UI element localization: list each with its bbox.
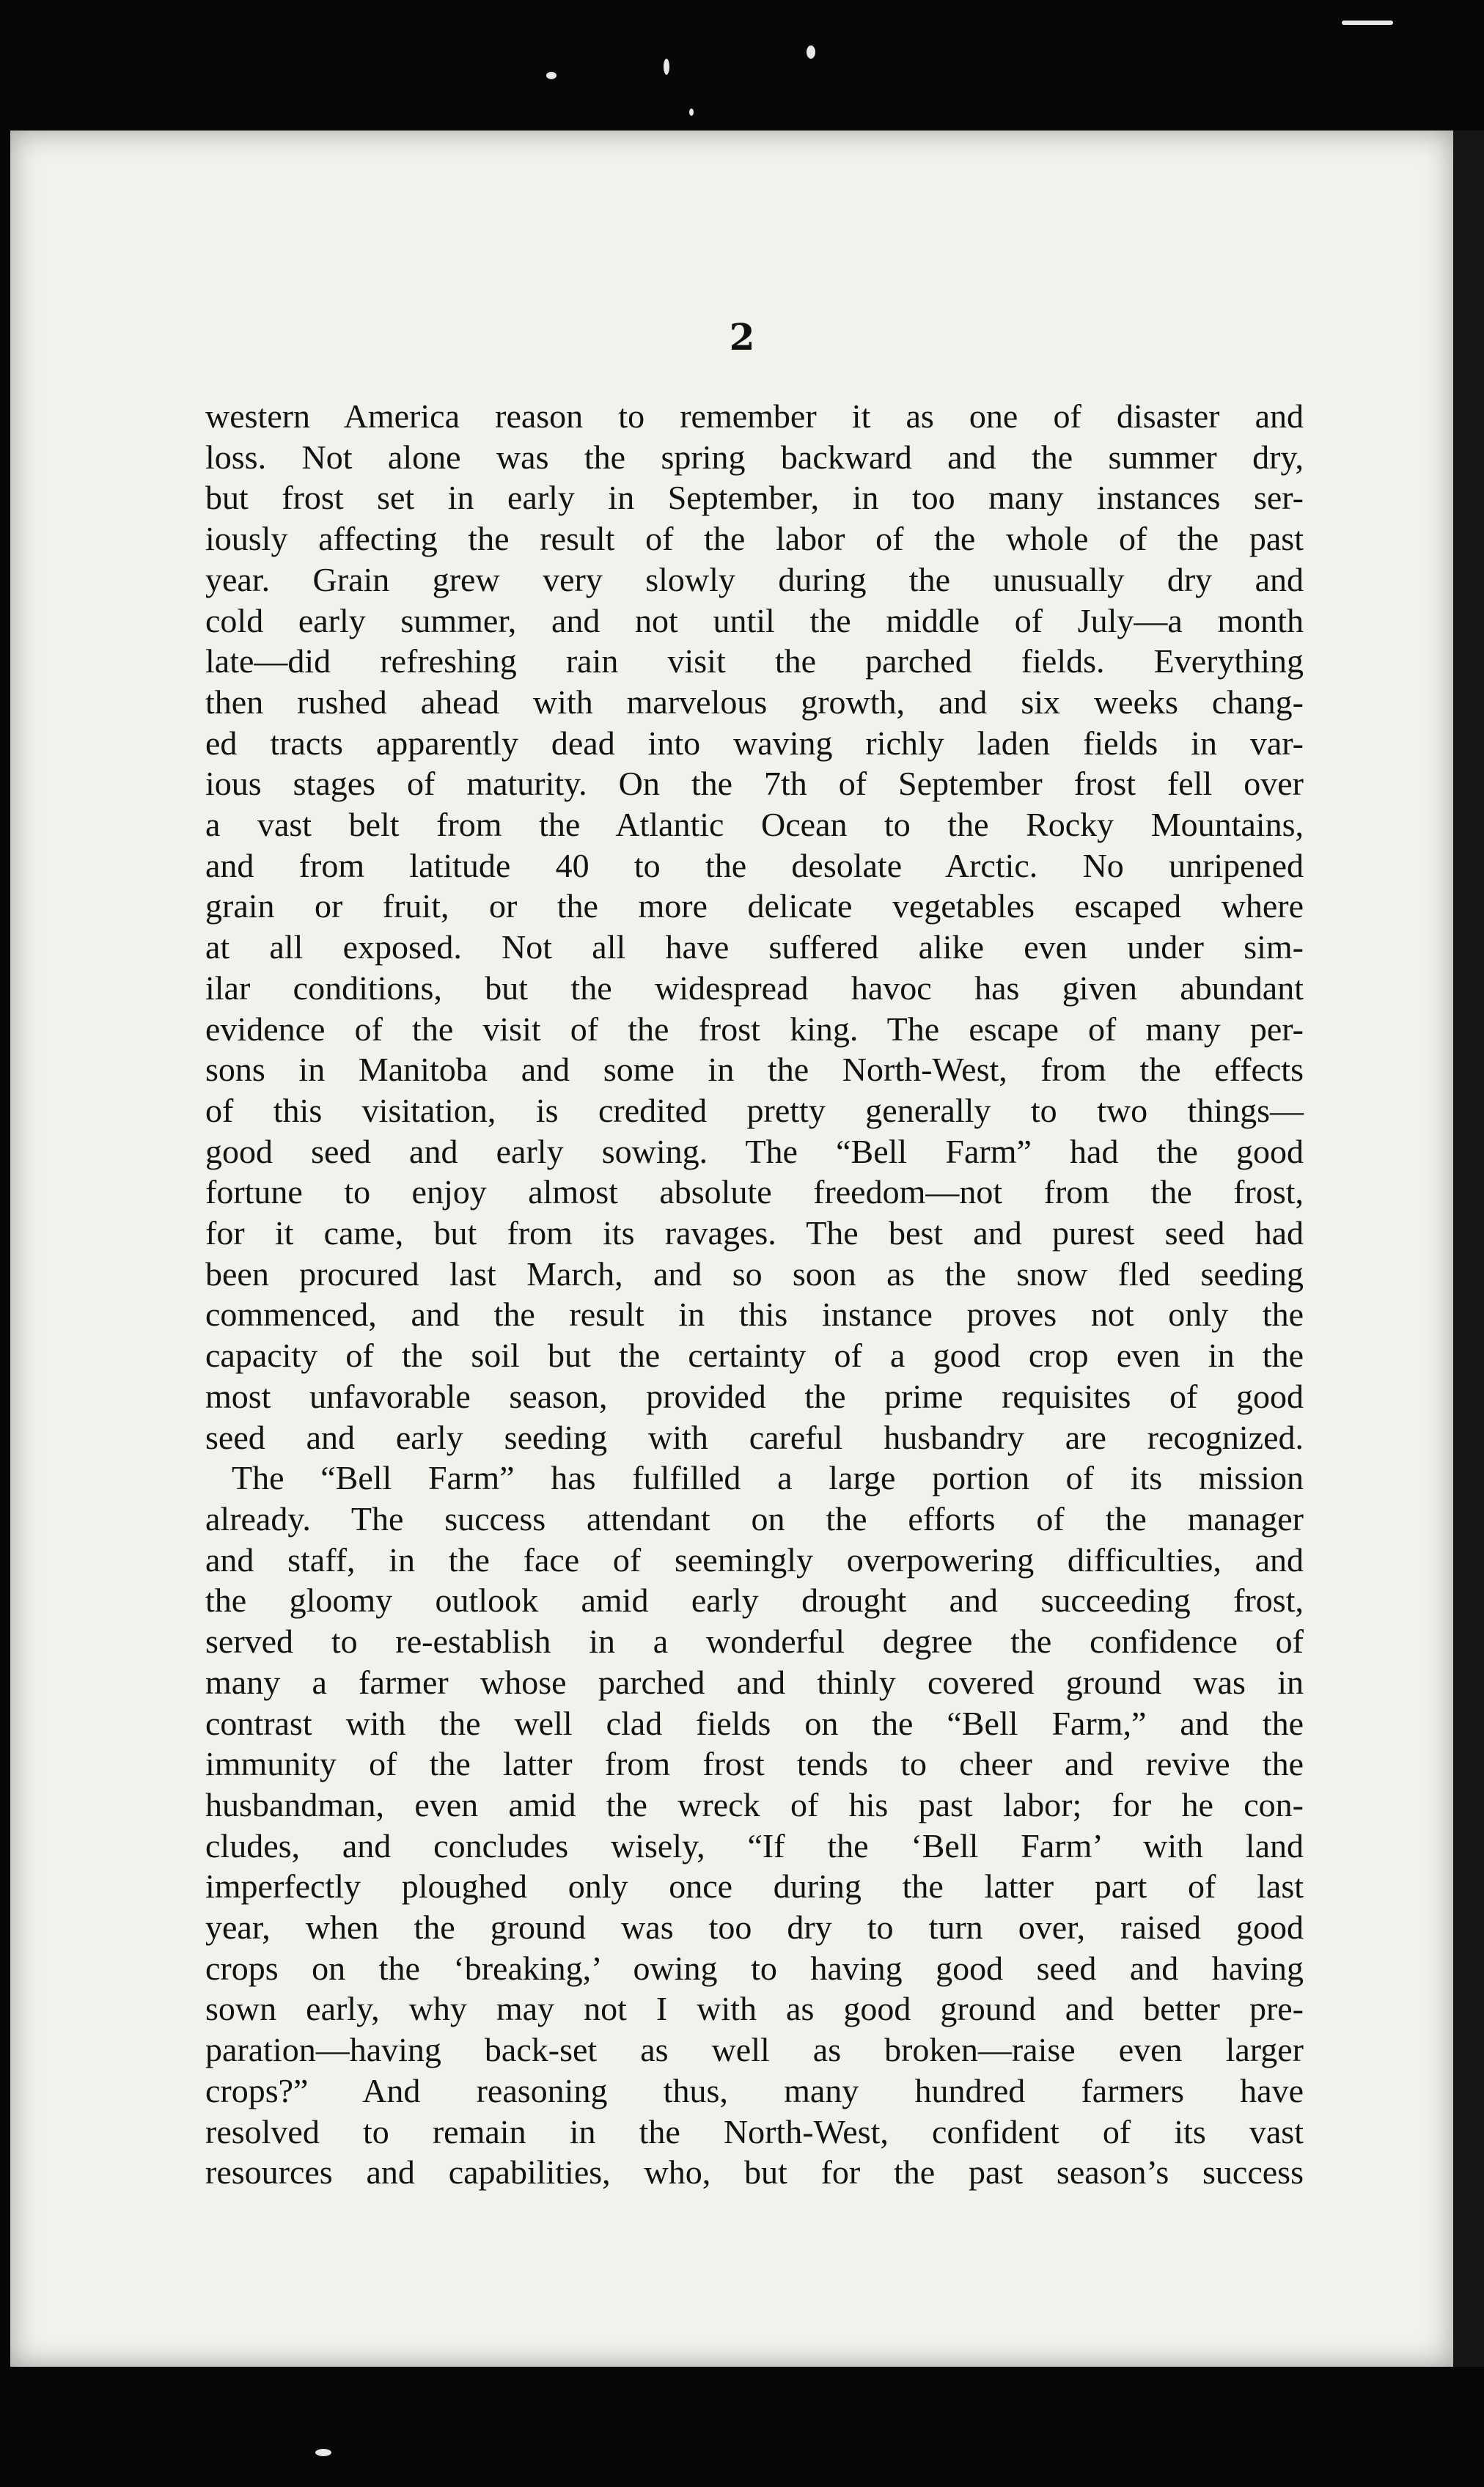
text-line: served to re-establish in a wonderful degree the confidence of <box>205 1623 1304 1661</box>
text-line: ious stages of maturity. On the 7th of September frost fell over <box>205 765 1304 803</box>
text-line: for it came, but from its ravages. The best and purest seed had <box>205 1214 1304 1252</box>
text-line: cold early summer, and not until the middle of July—a month <box>205 601 1304 639</box>
text-line: iously affecting the result of the labor of the whole of the past <box>205 520 1304 558</box>
text-line: but frost set in early in September, in too many instances ser- <box>205 479 1304 517</box>
text-line: of this visitation, is credited pretty generally to two things— <box>205 1091 1304 1129</box>
text-line: crops on the ‘breaking,’ owing to having good seed and having <box>205 1949 1304 1987</box>
adjacent-page-edge <box>1453 131 1484 2367</box>
text-line: at all exposed. Not all have suffered alike even under sim- <box>205 928 1304 966</box>
film-speck <box>807 45 815 59</box>
film-speck <box>664 59 669 75</box>
text-line: resources and capabilities, who, but for the past season’s success <box>205 2153 1304 2192</box>
text-line: ed tracts apparently dead into waving richly laden fields in var- <box>205 724 1304 762</box>
text-line: grain or fruit, or the more delicate vegetables escaped where <box>205 887 1304 925</box>
text-line: good seed and early sowing. The “Bell Farm” had the good <box>205 1132 1304 1170</box>
text-line: most unfavorable season, provided the prime requisites of good <box>205 1377 1304 1415</box>
film-speck <box>1342 21 1393 25</box>
text-line: capacity of the soil but the certainty of a good crop even in the <box>205 1337 1304 1375</box>
text-line: been procured last March, and so soon as the snow fled seeding <box>205 1254 1304 1293</box>
text-line: and from latitude 40 to the desolate Arctic. No unripened <box>205 846 1304 884</box>
text-line: crops?” And reasoning thus, many hundred farmers have <box>205 2071 1304 2109</box>
text-line: then rushed ahead with marvelous growth, and six weeks chang- <box>205 683 1304 721</box>
text-line: evidence of the visit of the frost king. The escape of many per- <box>205 1010 1304 1048</box>
text-line: imperfectly ploughed only once during the latter part of last <box>205 1867 1304 1906</box>
text-line: the gloomy outlook amid early drought and succeeding frost, <box>205 1582 1304 1620</box>
text-line: commenced, and the result in this instance proves not only the <box>205 1296 1304 1334</box>
text-line: cludes, and concludes wisely, “If the ‘Bell Farm’ with land <box>205 1826 1304 1865</box>
text-line: resolved to remain in the North-West, confident of its vast <box>205 2112 1304 2150</box>
text-line: The “Bell Farm” has fulfilled a large portion of its mission <box>232 1459 1304 1497</box>
text-line: sons in Manitoba and some in the North-West, from the effects <box>205 1051 1304 1089</box>
text-line: paration—having back-set as well as broken—raise even larger <box>205 2031 1304 2069</box>
text-line: late—did refreshing rain visit the parched fields. Everything <box>205 642 1304 680</box>
text-line: husbandman, even amid the wreck of his past labor; for he con- <box>205 1785 1304 1823</box>
text-line: year, when the ground was too dry to turn over, raised good <box>205 1909 1304 1947</box>
text-line: ilar conditions, but the widespread havoc has given abundant <box>205 969 1304 1007</box>
text-line: year. Grain grew very slowly during the unusually dry and <box>205 560 1304 598</box>
text-line: loss. Not alone was the spring backward and the summer dry, <box>205 438 1304 476</box>
text-line: already. The success attendant on the efforts of the manager <box>205 1499 1304 1538</box>
text-line: a vast belt from the Atlantic Ocean to the Rocky Mountains, <box>205 806 1304 844</box>
text-line: contrast with the well clad fields on the “Bell Farm,” and the <box>205 1704 1304 1742</box>
text-line: immunity of the latter from frost tends to cheer and revive the <box>205 1745 1304 1783</box>
text-line: many a farmer whose parched and thinly covered ground was in <box>205 1663 1304 1701</box>
text-line: and staff, in the face of seemingly overpowering difficulties, and <box>205 1540 1304 1579</box>
text-line: sown early, why may not I with as good ground and better pre- <box>205 1990 1304 2028</box>
text-line: fortune to enjoy almost absolute freedom—not from the frost, <box>205 1173 1304 1211</box>
film-speck <box>546 72 556 79</box>
text-line: western America reason to remember it as one of disaster and <box>205 397 1304 435</box>
body-text <box>205 396 1304 2193</box>
page-number: 2 <box>729 315 755 359</box>
film-speck <box>689 109 694 116</box>
film-speck <box>315 2449 331 2456</box>
text-line: seed and early seeding with careful husbandry are recognized. <box>205 1418 1304 1456</box>
